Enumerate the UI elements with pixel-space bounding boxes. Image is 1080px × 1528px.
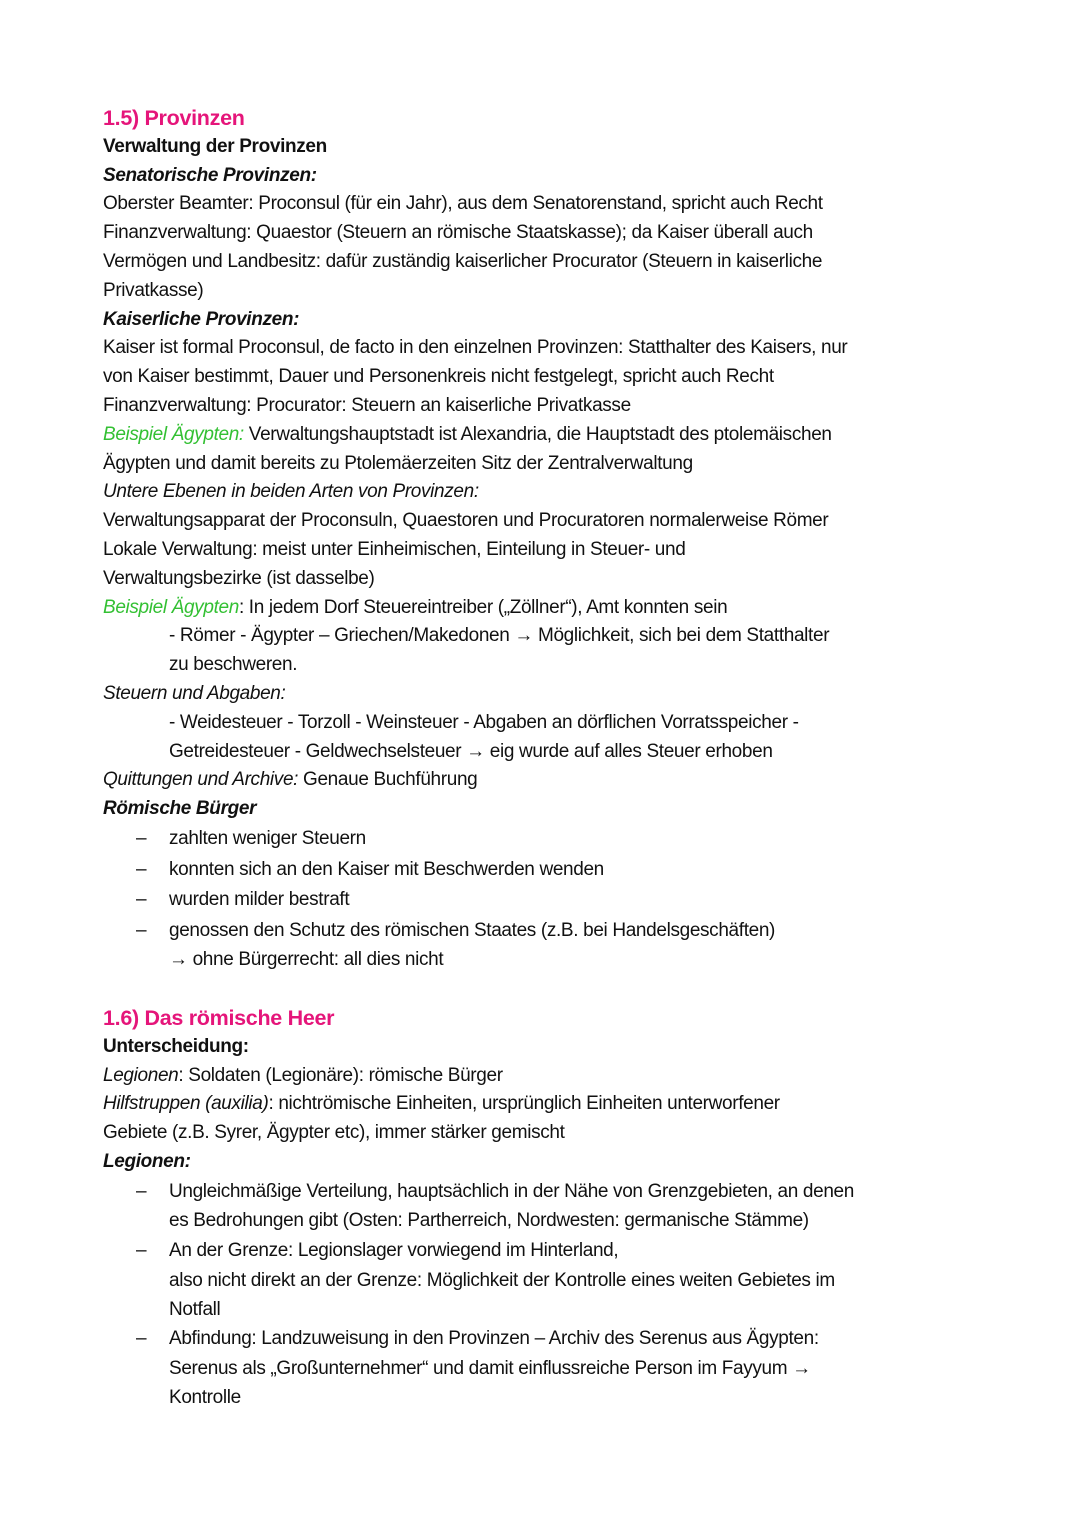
- dash-bullet: –: [136, 1180, 147, 1202]
- list-text: genossen den Schutz des römischen Staates (z.B. bei Handelsgeschäften): [169, 919, 776, 941]
- label: Legionen: [103, 1064, 179, 1086]
- dash-bullet: –: [136, 858, 147, 880]
- list-item: [103, 1236, 1003, 1267]
- list-text: An der Grenze: Legionslager vorwiegend im Hinterland,: [169, 1240, 619, 1262]
- text-line: [103, 1062, 1003, 1091]
- dash-bullet: –: [136, 1240, 147, 1262]
- text-line: Getreidesteuer - Geldwechselsteuer → eig wurde auf alles Steuer erhoben: [169, 740, 773, 762]
- text-line: Vermögen und Landbesitz: dafür zuständig kaiserlicher Procurator (Steuern in kaiserliche: [103, 250, 823, 272]
- text-line: Finanzverwaltung: Procurator: Steuern an kaiserliche Privatkasse: [103, 394, 631, 416]
- text-line: Lokale Verwaltung: meist unter Einheimischen, Einteilung in Steuer- und: [103, 538, 686, 560]
- dash-bullet: –: [136, 827, 147, 849]
- text-line: Kaiser ist formal Proconsul, de facto in den einzelnen Provinzen: Statthalter des Kaisers, nur: [103, 337, 848, 359]
- list-item: [103, 855, 1003, 886]
- section-heading-provinzen: 1.5) Provinzen: [103, 106, 245, 130]
- document-page: [103, 104, 1003, 1413]
- example-line: [103, 594, 1003, 623]
- text: : In jedem Dorf Steuereintreiber („Zöllner“), Amt konnten sein: [238, 596, 728, 618]
- list-text-cont: also nicht direkt an der Grenze: Möglichkeit der Kontrolle eines weiten Gebietes im: [169, 1269, 835, 1291]
- list-text: wurden milder bestraft: [169, 889, 350, 911]
- text-line: Verwaltungsapparat der Proconsuln, Quaestoren und Procuratoren normalerweise Römer: [103, 510, 829, 532]
- subheading: Legionen:: [103, 1151, 191, 1173]
- list-item: [103, 1324, 1003, 1355]
- list-item: [103, 1177, 1003, 1208]
- text-line: Ägypten und damit bereits zu Ptolemäerzeiten Sitz der Zentralverwaltung: [103, 452, 693, 474]
- text-line: Gebiete (z.B. Syrer, Ägypter etc), immer stärker gemischt: [103, 1122, 565, 1144]
- text-line: Verwaltungsbezirke (ist dasselbe): [103, 567, 375, 589]
- example-line: [103, 421, 1003, 450]
- subheading: Untere Ebenen in beiden Arten von Provinzen:: [103, 481, 479, 503]
- list-item: [103, 885, 1003, 916]
- text: Verwaltungshauptstadt ist Alexandria, die Hauptstadt des ptolemäischen: [243, 423, 832, 445]
- text-line: zu beschweren.: [169, 654, 298, 676]
- text-line: [103, 1090, 1003, 1119]
- example-label: Beispiel Ägypten:: [103, 423, 244, 445]
- text-line: Privatkasse): [103, 279, 204, 301]
- list-text-cont: Serenus als „Großunternehmer“ und damit einflussreiche Person im Fayyum →: [169, 1358, 811, 1380]
- text-line: von Kaiser bestimmt, Dauer und Personenkreis nicht festgelegt, spricht auch Recht: [103, 366, 774, 388]
- label: Hilfstruppen (auxilia): [103, 1093, 269, 1115]
- subheading: Römische Bürger: [103, 798, 257, 820]
- example-label: Beispiel Ägypten: [103, 596, 239, 618]
- subheading: Kaiserliche Provinzen:: [103, 308, 300, 330]
- list-text-cont: Kontrolle: [169, 1386, 241, 1408]
- text: Genaue Buchführung: [298, 769, 478, 791]
- label: Quittungen und Archive:: [103, 769, 299, 791]
- text-line: → ohne Bürgerrecht: all dies nicht: [169, 949, 444, 971]
- text-line: [103, 766, 1003, 795]
- text-line: Finanzverwaltung: Quaestor (Steuern an römische Staatskasse); da Kaiser überall auch: [103, 222, 813, 244]
- list-text: konnten sich an den Kaiser mit Beschwerden wenden: [169, 858, 604, 880]
- dash-bullet: –: [136, 889, 147, 911]
- text-line: Oberster Beamter: Proconsul (für ein Jahr), aus dem Senatorenstand, spricht auch Recht: [103, 193, 823, 215]
- list-text: Abfindung: Landzuweisung in den Provinzen – Archiv des Serenus aus Ägypten:: [169, 1328, 819, 1350]
- dash-bullet: –: [136, 1328, 147, 1350]
- list-text-cont: Notfall: [169, 1298, 221, 1320]
- list-item: [103, 916, 1003, 947]
- text-line: - Römer - Ägypter – Griechen/Makedonen → Möglichkeit, sich bei dem Statthalter: [169, 625, 830, 647]
- text: : Soldaten (Legionäre): römische Bürger: [178, 1064, 503, 1086]
- list-text: Ungleichmäßige Verteilung, hauptsächlich in der Nähe von Grenzgebieten, an denen: [169, 1180, 854, 1202]
- subheading: Steuern und Abgaben:: [103, 682, 286, 704]
- list-text-cont: es Bedrohungen gibt (Osten: Partherreich, Nordwesten: germanische Stämme): [169, 1210, 809, 1232]
- section-heading-heer: 1.6) Das römische Heer: [103, 1006, 335, 1031]
- dash-bullet: –: [136, 919, 147, 941]
- subheading: Senatorische Provinzen:: [103, 164, 317, 186]
- subheading: Verwaltung der Provinzen: [103, 135, 327, 157]
- list-text: zahlten weniger Steuern: [169, 827, 366, 849]
- subheading: Unterscheidung:: [103, 1035, 249, 1057]
- text: : nichtrömische Einheiten, ursprünglich Einheiten unterworfener: [268, 1093, 780, 1115]
- list-item: [103, 824, 1003, 855]
- text-line: - Weidesteuer - Torzoll - Weinsteuer - Abgaben an dörflichen Vorratsspeicher -: [169, 711, 799, 733]
